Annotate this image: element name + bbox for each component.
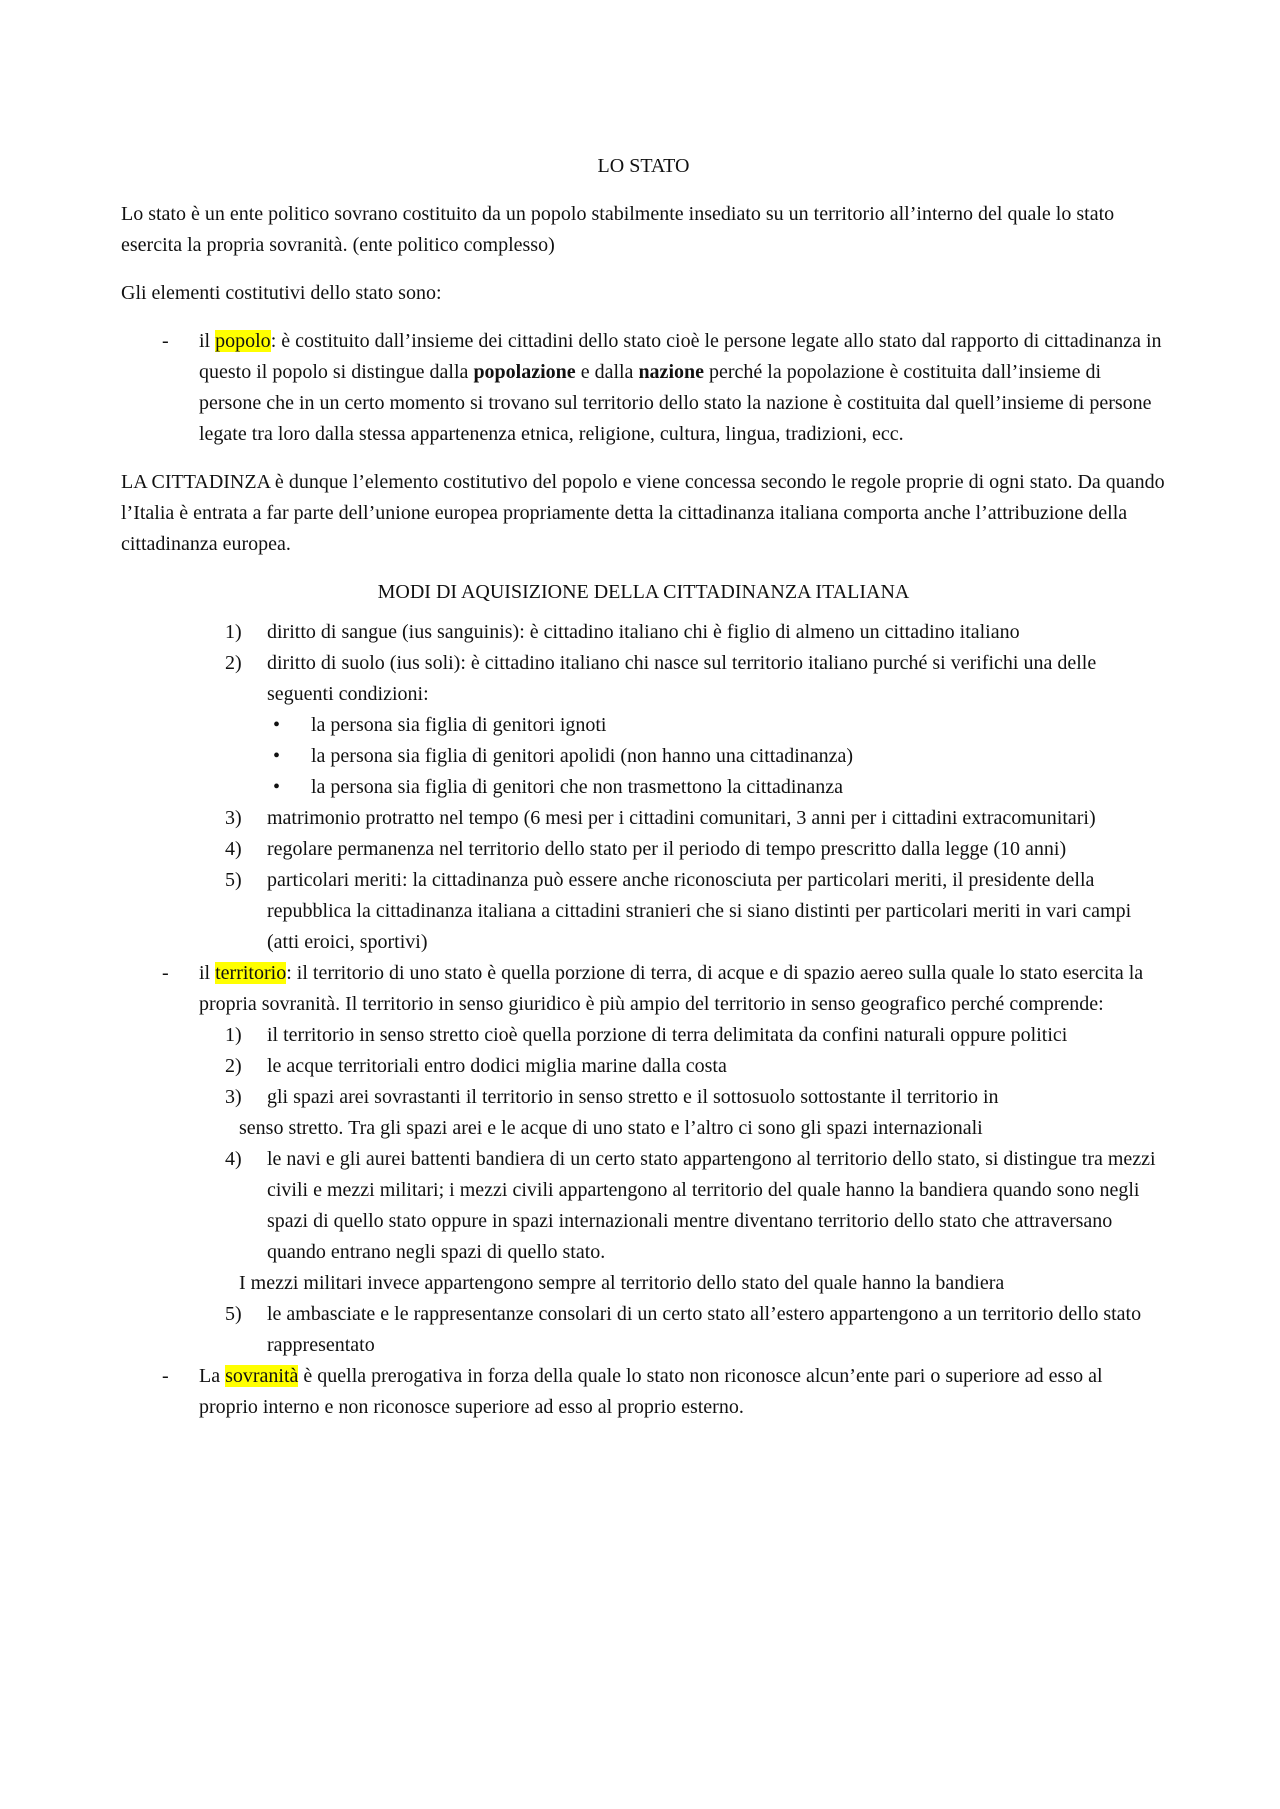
list-item <box>121 710 1166 741</box>
elements-heading: Gli elementi costitutivi dello stato sono: <box>121 282 442 304</box>
list-item <box>121 865 1166 958</box>
item-number: 1) <box>225 621 242 643</box>
popolo-text-2: e dalla <box>575 361 639 383</box>
item-text: particolari meriti: la cittadinanza può essere anche riconosciuta per particolari meriti, il presidente della repubblica la cittadinanza italiana a cittadini stranieri che si siano distinti per particolari meriti in vari campi (atti eroici, sportivi) <box>267 869 1132 953</box>
dash-marker: - <box>162 1365 169 1387</box>
list-item <box>121 1144 1166 1268</box>
item-continuation: senso stretto. Tra gli spazi arei e le acque di uno stato e l’altro ci sono gli spazi internazionali <box>239 1117 983 1139</box>
list-item-popolo <box>121 326 1166 450</box>
item-text: il territorio in senso stretto cioè quella porzione di terra delimitata da confini naturali oppure politici <box>267 1024 1068 1046</box>
highlight-sovranita: sovranità <box>225 1365 299 1387</box>
item-number: 3) <box>225 807 242 829</box>
page-title: LO STATO <box>597 155 690 177</box>
item-number: 4) <box>225 1148 242 1170</box>
list-item <box>121 1051 1166 1082</box>
cittadinanza-paragraph: LA CITTADINZA è dunque l’elemento costitutivo del popolo e viene concessa secondo le regole proprie di ogni stato. Da quando l’Italia è entrata a far parte dell’unione europea propriamente detta la cittadinanza italiana comporta anche l’attribuzione della cittadinanza europea. <box>121 471 1165 555</box>
list-item <box>121 803 1166 834</box>
item-number: 4) <box>225 838 242 860</box>
item-text: la persona sia figlia di genitori ignoti <box>311 714 607 736</box>
list-item <box>121 648 1166 710</box>
dash-marker: - <box>162 330 169 352</box>
intro-paragraph: Lo stato è un ente politico sovrano costituito da un popolo stabilmente insediato su un territorio all’interno del quale lo stato esercita la propria sovranità. (ente politico complesso) <box>121 203 1115 256</box>
bullet-marker: • <box>273 714 281 736</box>
item-number: 3) <box>225 1086 242 1108</box>
item-text: diritto di sangue (ius sanguinis): è cittadino italiano chi è figlio di almeno un cittadino italiano <box>267 621 1020 643</box>
modi-heading: MODI DI AQUISIZIONE DELLA CITTADINANZA ITALIANA <box>377 581 910 603</box>
highlight-territorio: territorio <box>215 962 287 984</box>
bold-popolazione: popolazione <box>473 361 576 383</box>
list-item <box>121 1082 1166 1113</box>
dash-marker: - <box>162 962 169 984</box>
list-item <box>121 772 1166 803</box>
list-item-sovranita <box>121 1361 1166 1423</box>
popolo-text-3: perché la popolazione è costituita dall’insieme di persone che in un certo momento si trovano sul territorio dello stato la nazione è costituita dal quell’insieme di persone legate tra loro dalla stessa appartenenza etnica, religione, cultura, lingua, tradizioni, ecc. <box>199 361 1152 445</box>
item-text: la persona sia figlia di genitori apolidi (non hanno una cittadinanza) <box>311 745 854 767</box>
item-number: 2) <box>225 652 242 674</box>
sovranita-text: è quella prerogativa in forza della quale lo stato non riconosce alcun’ente pari o superiore ad esso al proprio interno e non riconosce superiore ad esso al proprio esterno. <box>199 1365 1103 1418</box>
item-text: matrimonio protratto nel tempo (6 mesi per i cittadini comunitari, 3 anni per i cittadini extracomunitari) <box>267 807 1096 829</box>
bold-nazione: nazione <box>638 361 704 383</box>
territorio-text: : il territorio di uno stato è quella porzione di terra, di acque e di spazio aereo sulla quale lo stato esercita la propria sovranità. Il territorio in senso giuridico è più ampio del territorio in senso geografico perché comprende: <box>199 962 1144 1015</box>
sovranita-prefix: La <box>199 1365 226 1387</box>
list-item <box>121 741 1166 772</box>
popolo-text-1: : è costituito dall’insieme dei cittadini dello stato cioè le persone legate allo stato dal rapporto di cittadinanza in questo il popolo si distingue dalla <box>199 330 1162 383</box>
item-text: le acque territoriali entro dodici miglia marine dalla costa <box>267 1055 727 1077</box>
list-item <box>121 617 1166 648</box>
item-number: 5) <box>225 869 242 891</box>
item-number: 1) <box>225 1024 242 1046</box>
highlight-popolo: popolo <box>215 330 271 352</box>
territorio-prefix: il <box>199 962 216 984</box>
list-item <box>121 834 1166 865</box>
modi-list <box>121 617 1166 958</box>
item-continuation: I mezzi militari invece appartengono sempre al territorio dello stato del quale hanno la bandiera <box>239 1272 1005 1294</box>
item-text: le ambasciate e le rappresentanze consolari di un certo stato all’estero appartengono a un territorio dello stato rappresentato <box>267 1303 1142 1356</box>
list-item <box>121 1299 1166 1361</box>
item-text: la persona sia figlia di genitori che non trasmettono la cittadinanza <box>311 776 844 798</box>
list-item-territorio <box>121 958 1166 1020</box>
list-item <box>121 1020 1166 1051</box>
territorio-list <box>121 1020 1166 1361</box>
bullet-marker: • <box>273 776 281 798</box>
item-text: gli spazi arei sovrastanti il territorio in senso stretto e il sottosuolo sottostante il territorio in <box>267 1086 999 1108</box>
item-text: diritto di suolo (ius soli): è cittadino italiano chi nasce sul territorio italiano purché si verifichi una delle seguenti condizioni: <box>267 652 1097 705</box>
item-text: regolare permanenza nel territorio dello stato per il periodo di tempo prescritto dalla legge (10 anni) <box>267 838 1067 860</box>
item-number: 2) <box>225 1055 242 1077</box>
document-body <box>121 151 1166 1423</box>
item-number: 5) <box>225 1303 242 1325</box>
popolo-prefix: il <box>199 330 216 352</box>
item-text: le navi e gli aurei battenti bandiera di un certo stato appartengono al territorio dello stato, si distingue tra mezzi civili e mezzi militari; i mezzi civili appartengono al territorio del quale hanno la bandiera quando sono negli spazi di quello stato oppure in spazi internazionali mentre diventano territorio dello stato che attraversano quando entrano negli spazi di quello stato. <box>267 1148 1156 1263</box>
bullet-marker: • <box>273 745 281 767</box>
